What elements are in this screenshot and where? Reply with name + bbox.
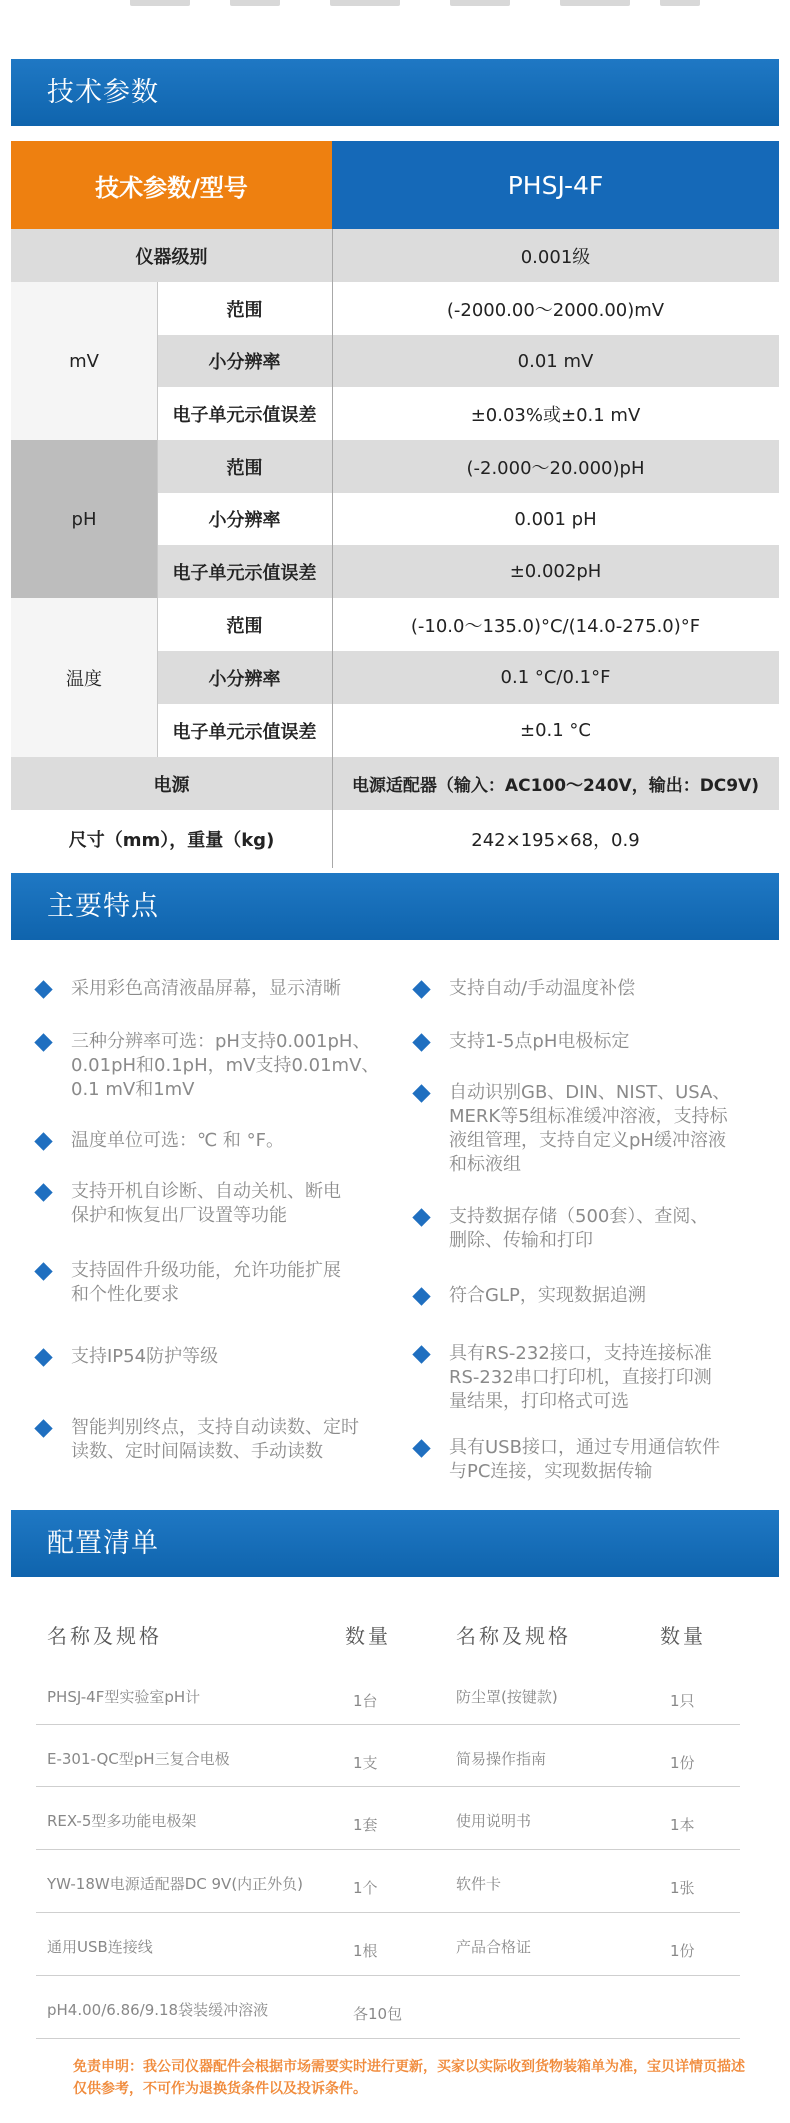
item-name: YW-18W电源适配器DC 9V(内正外负) [47, 1875, 304, 1893]
bullet-diamond-icon [34, 1132, 52, 1150]
spec-row-label: 范围 [157, 598, 332, 651]
item-qty: 1张 [670, 1879, 695, 1897]
bullet-diamond-icon [412, 980, 430, 998]
spec-row-label: 范围 [157, 440, 332, 493]
feature-text: 支持数据存储（500套）、查阅、 删除、传输和打印 [449, 1206, 709, 1251]
spec-row-label: 范围 [157, 282, 332, 335]
top-cutoff-sliver [0, 0, 790, 14]
spec-row-value: (-10.0～135.0)°C/(14.0-275.0)°F [332, 598, 779, 651]
spec-group-temperature: 温度 [11, 598, 157, 757]
section-header-features [11, 873, 779, 940]
bullet-diamond-icon [34, 1183, 52, 1201]
spec-row-label: 电子单元示值误差 [157, 387, 332, 440]
section-title: 技术参数 [47, 77, 159, 108]
spec-row-label: 小分辨率 [157, 493, 332, 545]
spec-row-value: 0.1 °C/0.1°F [332, 651, 779, 704]
feature-text: 温度单位可选：℃ 和 °F。 [71, 1130, 285, 1151]
spec-group-ph: pH [11, 440, 157, 598]
spec-row-value: ±0.03%或±0.1 mV [332, 387, 779, 440]
section-title: 主要特点 [47, 891, 159, 922]
bullet-diamond-icon [34, 1262, 52, 1280]
feature-text: 支持IP54防护等级 [71, 1346, 219, 1367]
bullet-diamond-icon [412, 1208, 430, 1226]
item-name: PHSJ-4F型实验室pH计 [47, 1688, 201, 1706]
item-name: 通用USB连接线 [47, 1938, 153, 1956]
spec-row-value: (-2.000～20.000)pH [332, 440, 779, 493]
feature-text: 支持自动/手动温度补偿 [449, 978, 636, 999]
section-header-tech [11, 59, 779, 126]
spec-row-value: 0.001 pH [332, 493, 779, 545]
bullet-diamond-icon [34, 1419, 52, 1437]
spec-header-left: 技术参数/型号 [11, 141, 332, 229]
spec-header-right: PHSJ-4F [332, 141, 779, 229]
bullet-diamond-icon [412, 1439, 430, 1457]
item-qty: 1个 [353, 1879, 378, 1897]
spec-row-label: 电子单元示值误差 [157, 545, 332, 598]
item-qty: 1根 [353, 1942, 378, 1960]
item-qty: 各10包 [353, 2005, 403, 2023]
feature-text: 支持1-5点pH电极标定 [449, 1031, 630, 1052]
row-divider [36, 1849, 740, 1850]
item-name: 产品合格证 [456, 1938, 532, 1956]
list-header-qty: 数量 [345, 1624, 391, 1648]
spec-row-label: 电子单元示值误差 [157, 704, 332, 757]
item-qty: 1份 [670, 1942, 695, 1960]
spec-power-value: 电源适配器（输入：AC100～240V，输出：DC9V) [332, 757, 779, 810]
item-qty: 1支 [353, 1754, 378, 1772]
item-qty: 1份 [670, 1754, 695, 1772]
spec-row-value: ±0.002pH [332, 545, 779, 598]
item-name: pH4.00/6.86/9.18袋装缓冲溶液 [47, 2001, 269, 2019]
section-title: 配置清单 [47, 1528, 159, 1559]
spec-size-label: 尺寸（mm），重量（kg) [11, 810, 332, 868]
spec-level-label: 仪器级别 [11, 229, 332, 282]
section-header-config [11, 1510, 779, 1577]
item-name: 简易操作指南 [456, 1750, 547, 1768]
item-qty: 1只 [670, 1692, 695, 1710]
spec-size-value: 242×195×68，0.9 [332, 810, 779, 868]
column-divider [157, 282, 158, 757]
spec-row-label: 小分辨率 [157, 651, 332, 704]
disclaimer-text: 免责申明：我公司仪器配件会根据市场需要实时进行更新，买家以实际收到货物装箱单为准，宝贝详情页描述仅供参考，不可作为退换货条件以及投诉条件。 [73, 2059, 745, 2097]
feature-text: 具有RS-232接口，支持连接标准 RS-232串口打印机，直接打印测 量结果，打印格式可选 [449, 1343, 712, 1412]
list-header-name: 名称及规格 [456, 1624, 571, 1648]
spec-table [11, 141, 779, 876]
item-name: REX-5型多功能电极架 [47, 1812, 197, 1830]
feature-text: 三种分辨率可选：pH支持0.001pH、 0.01pH和0.1pH，mV支持0.01mV、 0.1 mV和1mV [71, 1031, 380, 1100]
item-name: E-301-QC型pH三复合电极 [47, 1750, 230, 1768]
spec-row-value: ±0.1 °C [332, 704, 779, 757]
list-header-qty: 数量 [660, 1624, 706, 1648]
spec-row-value: 0.01 mV [332, 335, 779, 387]
row-divider [36, 1912, 740, 1913]
bullet-diamond-icon [412, 1033, 430, 1051]
spec-row-value: (-2000.00～2000.00)mV [332, 282, 779, 335]
spec-group-mv: mV [11, 282, 157, 440]
item-name: 防尘罩(按键款) [456, 1688, 558, 1706]
item-qty: 1套 [353, 1816, 378, 1834]
bullet-diamond-icon [34, 980, 52, 998]
bullet-diamond-icon [412, 1345, 430, 1363]
spec-power-label: 电源 [11, 757, 332, 810]
bullet-diamond-icon [412, 1084, 430, 1102]
spec-row-label: 小分辨率 [157, 335, 332, 387]
row-divider [36, 1975, 740, 1976]
list-header-name: 名称及规格 [47, 1624, 162, 1648]
feature-text: 具有USB接口，通过专用通信软件 与PC连接，实现数据传输 [449, 1437, 720, 1482]
feature-text: 自动识别GB、DIN、NIST、USA、 MERK等5组标准缓冲溶液，支持标 液组管理，支持自定义pH缓冲溶液 和标液组 [449, 1082, 731, 1175]
column-divider [332, 229, 333, 868]
feature-text: 支持开机自诊断、自动关机、断电 保护和恢复出厂设置等功能 [71, 1181, 341, 1226]
item-name: 使用说明书 [456, 1812, 532, 1830]
item-name: 软件卡 [456, 1875, 502, 1893]
feature-text: 采用彩色高清液晶屏幕，显示清晰 [71, 978, 341, 999]
feature-text: 支持固件升级功能，允许功能扩展 和个性化要求 [71, 1260, 341, 1305]
item-qty: 1本 [670, 1816, 695, 1834]
bullet-diamond-icon [412, 1287, 430, 1305]
bullet-diamond-icon [34, 1033, 52, 1051]
feature-text: 符合GLP，实现数据追溯 [449, 1285, 646, 1306]
row-divider [36, 1724, 740, 1725]
item-qty: 1台 [353, 1692, 378, 1710]
bullet-diamond-icon [34, 1348, 52, 1366]
row-divider [36, 1786, 740, 1787]
row-divider [36, 2038, 740, 2039]
feature-text: 智能判别终点，支持自动读数、定时 读数、定时间隔读数、手动读数 [71, 1417, 359, 1462]
spec-level-value: 0.001级 [332, 229, 779, 282]
